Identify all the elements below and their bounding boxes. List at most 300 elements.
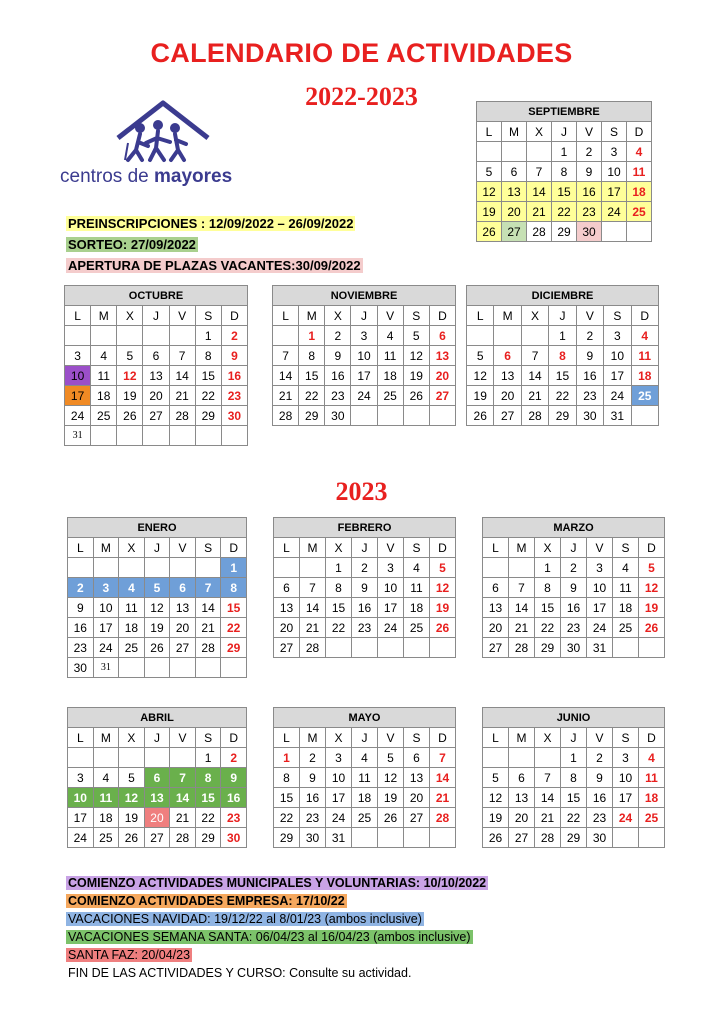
empty-cell: [613, 638, 639, 658]
day-cell: 26: [144, 638, 170, 658]
day-cell: 16: [300, 788, 326, 808]
day-cell: 24: [587, 618, 613, 638]
weekday-label: D: [631, 306, 658, 326]
weekday-label: X: [521, 306, 548, 326]
empty-cell: [91, 426, 117, 446]
day-cell: 14: [521, 366, 548, 386]
legend-item: COMIENZO ACTIVIDADES MUNICIPALES Y VOLUNTARIAS: 10/10/2022: [68, 876, 487, 890]
day-cell: 23: [587, 808, 613, 828]
day-cell: 18: [352, 788, 378, 808]
day-cell: 1: [561, 748, 587, 768]
day-cell: 28: [169, 406, 195, 426]
weekday-label: M: [509, 538, 535, 558]
day-cell: 19: [403, 366, 429, 386]
day-cell: 16: [221, 788, 247, 808]
weekday-label: M: [299, 306, 325, 326]
week-row: [65, 406, 248, 426]
day-cell: 24: [68, 828, 94, 848]
weekday-label: V: [587, 538, 613, 558]
day-cell: 9: [587, 768, 613, 788]
week-row: [65, 326, 248, 346]
day-cell: 21: [273, 386, 299, 406]
day-cell: 29: [274, 828, 300, 848]
week-row: [483, 768, 665, 788]
day-cell: 19: [144, 618, 170, 638]
day-cell: 25: [613, 618, 639, 638]
day-cell: 10: [378, 578, 404, 598]
calendar-abril: [67, 707, 247, 848]
empty-cell: [639, 828, 665, 848]
weekday-label: X: [535, 538, 561, 558]
day-cell: 26: [430, 618, 456, 638]
weekday-label: M: [93, 728, 119, 748]
weekday-label: D: [430, 728, 456, 748]
weekday-label: L: [273, 306, 299, 326]
day-cell: 25: [93, 828, 119, 848]
week-row: [483, 638, 665, 658]
day-cell: 10: [68, 788, 94, 808]
empty-cell: [429, 406, 455, 426]
week-row: [273, 346, 456, 366]
day-cell: 19: [467, 386, 494, 406]
week-row: [68, 788, 247, 808]
day-cell: 4: [377, 326, 403, 346]
day-cell: 6: [494, 346, 521, 366]
weekday-label: M: [494, 306, 521, 326]
day-cell: 18: [119, 618, 145, 638]
day-cell: 30: [577, 222, 602, 242]
day-cell: 5: [430, 558, 456, 578]
week-row: [68, 558, 247, 578]
empty-cell: [502, 142, 527, 162]
day-cell: 22: [549, 386, 576, 406]
day-cell: 28: [509, 638, 535, 658]
weekday-label: J: [143, 306, 169, 326]
day-cell: 4: [627, 142, 652, 162]
day-cell: 13: [429, 346, 455, 366]
day-cell: 29: [299, 406, 325, 426]
empty-cell: [527, 142, 552, 162]
legend-item: SANTA FAZ: 20/04/23: [68, 948, 191, 962]
day-cell: 19: [119, 808, 145, 828]
day-cell: 27: [170, 638, 196, 658]
day-cell: 18: [91, 386, 117, 406]
weekday-label: V: [170, 538, 196, 558]
day-cell: 5: [639, 558, 665, 578]
day-cell: 12: [483, 788, 509, 808]
empty-cell: [170, 658, 196, 678]
day-cell: 20: [404, 788, 430, 808]
empty-cell: [169, 426, 195, 446]
day-cell: 27: [494, 406, 521, 426]
day-cell: 7: [535, 768, 561, 788]
day-cell: 24: [602, 202, 627, 222]
day-cell: 30: [68, 658, 94, 678]
weekday-label: S: [613, 728, 639, 748]
month-name: OCTUBRE: [65, 286, 248, 306]
day-cell: 27: [502, 222, 527, 242]
month-name: MARZO: [483, 518, 665, 538]
day-cell: 18: [377, 366, 403, 386]
day-cell: 24: [65, 406, 91, 426]
week-row: [274, 638, 456, 658]
day-cell: 16: [587, 788, 613, 808]
day-cell: 13: [404, 768, 430, 788]
day-cell: 14: [509, 598, 535, 618]
day-cell: 23: [325, 386, 351, 406]
weekday-label: V: [576, 306, 603, 326]
empty-cell: [117, 426, 143, 446]
day-cell: 13: [483, 598, 509, 618]
day-cell: 9: [576, 346, 603, 366]
day-cell: 12: [639, 578, 665, 598]
day-cell: 15: [195, 788, 221, 808]
day-cell: 27: [429, 386, 455, 406]
empty-cell: [119, 658, 145, 678]
day-cell: 4: [639, 748, 665, 768]
day-cell: 11: [613, 578, 639, 598]
weekday-label: J: [144, 728, 170, 748]
day-cell: 24: [351, 386, 377, 406]
day-cell: 5: [119, 768, 145, 788]
day-cell: 17: [351, 366, 377, 386]
day-cell: 21: [509, 618, 535, 638]
day-cell: 17: [65, 386, 91, 406]
day-cell: 16: [221, 366, 247, 386]
empty-cell: [521, 326, 548, 346]
week-row: [477, 142, 652, 162]
month-name: NOVIEMBRE: [273, 286, 456, 306]
day-cell: 20: [274, 618, 300, 638]
week-row: [483, 748, 665, 768]
day-cell: 18: [404, 598, 430, 618]
day-cell: 6: [483, 578, 509, 598]
weekday-label: D: [221, 306, 247, 326]
day-cell: 9: [68, 598, 94, 618]
weekday-label: M: [93, 538, 119, 558]
weekday-label: S: [602, 122, 627, 142]
weekday-label: V: [378, 538, 404, 558]
empty-cell: [143, 426, 169, 446]
day-cell: 28: [430, 808, 456, 828]
weekday-label: X: [326, 538, 352, 558]
sorteo-note: SORTEO: 27/09/2022: [68, 237, 196, 252]
day-cell: 20: [144, 808, 170, 828]
weekday-label: D: [639, 538, 665, 558]
day-cell: 8: [274, 768, 300, 788]
logo-text: centros de mayores: [60, 166, 233, 187]
day-cell: 27: [144, 828, 170, 848]
day-cell: 7: [430, 748, 456, 768]
empty-cell: [195, 558, 221, 578]
weekday-label: J: [552, 122, 577, 142]
day-cell: 3: [378, 558, 404, 578]
day-cell: 10: [613, 768, 639, 788]
day-cell: 30: [221, 828, 247, 848]
day-cell: 6: [502, 162, 527, 182]
day-cell: 28: [527, 222, 552, 242]
day-cell: 1: [326, 558, 352, 578]
day-cell: 27: [509, 828, 535, 848]
day-cell: 16: [352, 598, 378, 618]
day-cell: 7: [169, 346, 195, 366]
empty-cell: [195, 658, 221, 678]
empty-cell: [68, 748, 94, 768]
day-cell: 11: [93, 788, 119, 808]
day-cell: 19: [483, 808, 509, 828]
day-cell: 14: [430, 768, 456, 788]
week-row: [68, 768, 247, 788]
day-cell: 15: [299, 366, 325, 386]
day-cell: 7: [170, 768, 196, 788]
weekday-label: X: [325, 306, 351, 326]
day-cell: 9: [300, 768, 326, 788]
week-row: [467, 406, 659, 426]
day-cell: 9: [577, 162, 602, 182]
month-name: ABRIL: [68, 708, 247, 728]
day-cell: 28: [521, 406, 548, 426]
weekday-label: S: [613, 538, 639, 558]
day-cell: 13: [144, 788, 170, 808]
week-row: [467, 346, 659, 366]
day-cell: 17: [93, 618, 119, 638]
day-cell: 6: [144, 768, 170, 788]
weekday-label: S: [404, 728, 430, 748]
day-cell: 28: [195, 638, 221, 658]
day-cell: 11: [352, 768, 378, 788]
weekday-label: D: [221, 538, 247, 558]
day-cell: 13: [509, 788, 535, 808]
day-cell: 14: [535, 788, 561, 808]
weekday-label: X: [119, 728, 145, 748]
day-cell: 28: [273, 406, 299, 426]
day-cell: 14: [169, 366, 195, 386]
day-cell: 16: [68, 618, 94, 638]
week-row: [274, 748, 456, 768]
empty-cell: [403, 406, 429, 426]
day-cell: 8: [221, 578, 247, 598]
weekday-label: J: [561, 728, 587, 748]
day-cell: 8: [535, 578, 561, 598]
empty-cell: [483, 748, 509, 768]
day-cell: 23: [68, 638, 94, 658]
page-title: CALENDARIO DE ACTIVIDADES: [150, 38, 573, 68]
week-row: [65, 386, 248, 406]
day-cell: 11: [91, 366, 117, 386]
day-cell: 11: [627, 162, 652, 182]
day-cell: 30: [221, 406, 247, 426]
week-row: [274, 578, 456, 598]
day-cell: 3: [587, 558, 613, 578]
week-row: [467, 326, 659, 346]
weekday-label: V: [378, 728, 404, 748]
weekday-label: D: [627, 122, 652, 142]
empty-cell: [169, 326, 195, 346]
week-row: [68, 748, 247, 768]
empty-cell: [352, 828, 378, 848]
day-cell: 12: [467, 366, 494, 386]
day-cell: 7: [509, 578, 535, 598]
day-cell: 31: [604, 406, 631, 426]
day-cell: 9: [325, 346, 351, 366]
day-cell: 27: [404, 808, 430, 828]
weekday-label: L: [477, 122, 502, 142]
day-cell: 23: [300, 808, 326, 828]
week-row: [273, 366, 456, 386]
day-cell: 17: [378, 598, 404, 618]
day-cell: 18: [93, 808, 119, 828]
day-cell: 1: [221, 558, 247, 578]
day-cell: 16: [561, 598, 587, 618]
day-cell: 7: [273, 346, 299, 366]
empty-cell: [377, 406, 403, 426]
day-cell: 10: [65, 366, 91, 386]
day-cell: 6: [509, 768, 535, 788]
day-cell: 15: [326, 598, 352, 618]
day-cell: 25: [352, 808, 378, 828]
day-cell: 3: [65, 346, 91, 366]
empty-cell: [404, 828, 430, 848]
day-cell: 3: [602, 142, 627, 162]
day-cell: 8: [549, 346, 576, 366]
weekday-label: S: [403, 306, 429, 326]
week-row: [467, 386, 659, 406]
day-cell: 25: [91, 406, 117, 426]
week-row: [68, 598, 247, 618]
day-cell: 22: [195, 808, 221, 828]
week-row: [65, 366, 248, 386]
day-cell: 19: [117, 386, 143, 406]
week-row: [68, 658, 247, 678]
weekday-label: S: [604, 306, 631, 326]
week-row: [68, 808, 247, 828]
day-cell: 30: [576, 406, 603, 426]
weekday-label: D: [221, 728, 247, 748]
day-cell: 3: [613, 748, 639, 768]
day-cell: 10: [351, 346, 377, 366]
weekday-label: V: [587, 728, 613, 748]
empty-cell: [627, 222, 652, 242]
week-row: [274, 558, 456, 578]
day-cell: 21: [300, 618, 326, 638]
weekday-label: J: [352, 538, 378, 558]
day-cell: 6: [404, 748, 430, 768]
week-row: [274, 828, 456, 848]
weekday-label: V: [377, 306, 403, 326]
day-cell: 14: [170, 788, 196, 808]
week-row: [477, 162, 652, 182]
day-cell: 14: [527, 182, 552, 202]
day-cell: 1: [274, 748, 300, 768]
week-row: [273, 326, 456, 346]
calendar-noviembre: [272, 285, 456, 426]
day-cell: 19: [477, 202, 502, 222]
weekday-label: J: [351, 306, 377, 326]
week-row: [68, 578, 247, 598]
day-cell: 30: [587, 828, 613, 848]
day-cell: 20: [502, 202, 527, 222]
day-cell: 3: [351, 326, 377, 346]
empty-cell: [494, 326, 521, 346]
day-cell: 8: [552, 162, 577, 182]
day-cell: 24: [326, 808, 352, 828]
day-cell: 6: [274, 578, 300, 598]
day-cell: 21: [195, 618, 221, 638]
empty-cell: [170, 558, 196, 578]
empty-cell: [351, 406, 377, 426]
weekday-label: D: [639, 728, 665, 748]
day-cell: 4: [93, 768, 119, 788]
legend-item: VACACIONES NAVIDAD: 19/12/22 al 8/01/23 (ambos inclusive): [68, 912, 422, 926]
day-cell: 29: [195, 406, 221, 426]
day-cell: 28: [170, 828, 196, 848]
week-row: [477, 222, 652, 242]
day-cell: 1: [535, 558, 561, 578]
day-cell: 11: [631, 346, 658, 366]
weekday-label: M: [300, 728, 326, 748]
day-cell: 15: [549, 366, 576, 386]
weekday-label: X: [326, 728, 352, 748]
day-cell: 28: [535, 828, 561, 848]
day-cell: 15: [552, 182, 577, 202]
day-cell: 3: [326, 748, 352, 768]
day-cell: 12: [119, 788, 145, 808]
calendar-diciembre: [466, 285, 659, 426]
empty-cell: [326, 638, 352, 658]
day-cell: 11: [377, 346, 403, 366]
day-cell: 9: [561, 578, 587, 598]
day-cell: 27: [274, 638, 300, 658]
day-cell: 17: [604, 366, 631, 386]
empty-cell: [430, 638, 456, 658]
day-cell: 2: [221, 748, 247, 768]
day-cell: 19: [378, 788, 404, 808]
day-cell: 21: [430, 788, 456, 808]
day-cell: 31: [93, 658, 119, 678]
day-cell: 22: [195, 386, 221, 406]
day-cell: 13: [502, 182, 527, 202]
day-cell: 21: [169, 386, 195, 406]
year-heading: 2023: [335, 477, 388, 506]
empty-cell: [117, 326, 143, 346]
day-cell: 25: [639, 808, 665, 828]
empty-cell: [404, 638, 430, 658]
day-cell: 11: [404, 578, 430, 598]
day-cell: 19: [639, 598, 665, 618]
day-cell: 11: [119, 598, 145, 618]
day-cell: 26: [403, 386, 429, 406]
empty-cell: [170, 748, 196, 768]
day-cell: 8: [299, 346, 325, 366]
day-cell: 10: [604, 346, 631, 366]
weekday-label: D: [430, 538, 456, 558]
day-cell: 6: [429, 326, 455, 346]
day-cell: 25: [377, 386, 403, 406]
weekday-label: S: [195, 538, 221, 558]
empty-cell: [467, 326, 494, 346]
weekday-label: V: [170, 728, 196, 748]
day-cell: 4: [404, 558, 430, 578]
day-cell: 14: [195, 598, 221, 618]
legend-item: COMIENZO ACTIVIDADES EMPRESA: 17/10/22: [68, 894, 345, 908]
empty-cell: [509, 748, 535, 768]
month-name: SEPTIEMBRE: [477, 102, 652, 122]
calendar-febrero: [273, 517, 456, 658]
day-cell: 2: [576, 326, 603, 346]
empty-cell: [119, 558, 145, 578]
day-cell: 7: [195, 578, 221, 598]
week-row: [483, 578, 665, 598]
